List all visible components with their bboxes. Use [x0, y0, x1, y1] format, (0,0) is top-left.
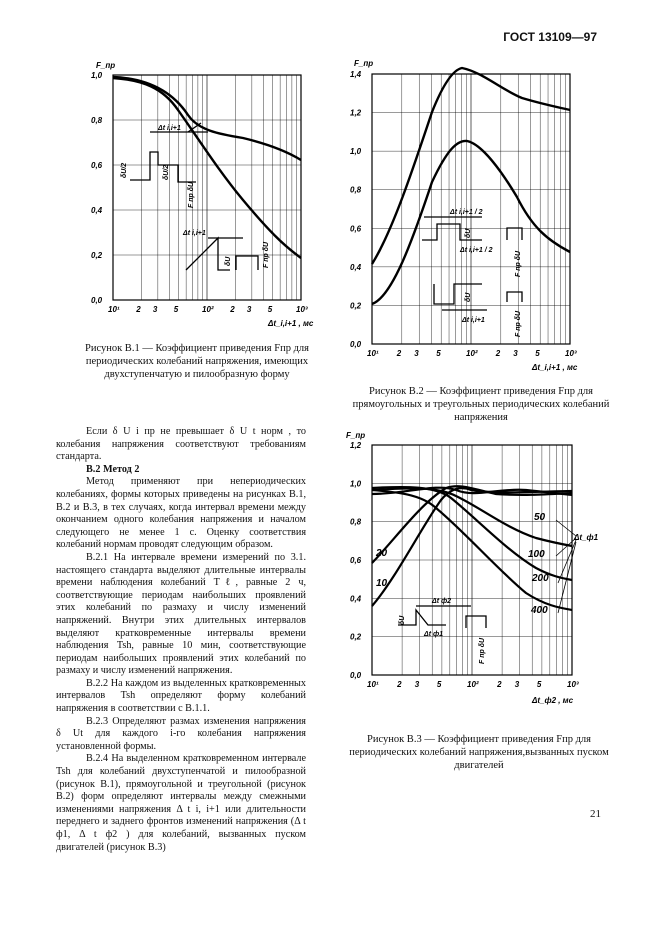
b3-side-label: Δt_ф1: [574, 533, 599, 542]
b3-y-tick: 1,0: [350, 479, 362, 489]
b2-y-tick: 1,4: [350, 70, 362, 79]
paragraph-5: В.2.2 На каждом из выделенных кратковременных интервалов Tsh определяют форму колебаний напряжения в соответствии с В.1.1.: [56, 677, 306, 715]
b3-x-tick: 10³: [567, 680, 579, 689]
paragraph-6: В.2.3 Определяют размах изменения напряжения δ Ut для каждого i-го колебания напряжения установленной формы.: [56, 715, 306, 752]
b2-y-tick: 0,0: [350, 340, 362, 349]
b2-inset-label-7: F пр δU: [515, 310, 522, 337]
b3-inset-label-4: F пр δU: [479, 637, 486, 664]
paragraph-4: В.2.1 На интервале времени измерений по 3.1. настоящего стандарта выделяют длительные интервалы времени наблюдения колебаний Tℓ, равные 2 ч, соответствующие периодам наибольших проявлений этих колебаний по размаху и числу изменений напряжений. Внутри этих длительных интервалов выделяют кратковременные интервалы времени наблюдения Tsh, равные 10 мин, соответствующие периодам наибольших проявлений этих колебаний по размаху и числу изменений напряжения.: [56, 551, 306, 677]
b3-x-tick: 10¹: [367, 680, 379, 689]
b3-x-tick: 10²: [467, 680, 479, 689]
b2-y-tick: 0,6: [350, 224, 362, 234]
b3-label-20: 20: [376, 548, 388, 559]
b3-label-50: 50: [534, 512, 546, 523]
b2-y-tick: 1,0: [350, 147, 362, 157]
b3-x-tick: 3: [414, 680, 420, 689]
b2-y-tick: 0,4: [350, 262, 362, 272]
b1-x-tick: 3: [152, 305, 158, 314]
b1-x-label: Δt_i,i+1 , мс: [268, 319, 314, 328]
b3-y-tick: 0,2: [350, 632, 362, 642]
figure-b2-caption: Рисунок В.2 — Коэффициент приведения Fпр для прямоугольных и треугольных периодических колебаний напряжения: [352, 386, 610, 423]
body-text: [56, 426, 306, 854]
b3-inset-label-2: Δt ф1: [424, 631, 444, 638]
b1-inset-label-2: δU/2: [163, 164, 170, 180]
b1-inset-label-6: δU: [225, 256, 232, 266]
b1-inset-label-5: Δt i,i+1: [183, 230, 206, 237]
b3-label-200: 200: [532, 573, 549, 584]
b3-x-tick: 3: [514, 680, 520, 689]
b2-x-tick: 3: [513, 349, 518, 358]
b1-y-tick: 0,8: [91, 116, 103, 125]
b1-y-tick: 0,4: [91, 206, 103, 215]
b3-inset-label-1: Δt ф2: [432, 598, 452, 605]
b3-y-tick: 0,8: [350, 517, 362, 527]
b1-x-tick: 2: [136, 305, 141, 314]
b1-y-tick: 0,6: [91, 161, 103, 170]
figure-b3-caption: Рисунок В.3 — Коэффициент приведения Fпр для периодических колебаний напряжения,вызванных пуском двигателей: [349, 734, 609, 771]
b3-y-tick: 0,4: [350, 594, 362, 604]
b1-inset-label-7: F пр δU: [263, 241, 270, 268]
b2-x-tick: 5: [436, 349, 441, 358]
b2-y-tick: 1,2: [350, 108, 362, 118]
b1-inset-label-3: Δt i,i+1: [158, 125, 181, 132]
b1-inset-label-4: F пр δU: [188, 181, 195, 208]
b1-y-tick: 1,0: [91, 71, 103, 80]
b2-inset-label-5: Δt i,i+1: [462, 317, 485, 324]
b1-x-tick: 10³: [296, 305, 308, 314]
page-number: 21: [590, 808, 601, 820]
b3-x-tick: 2: [397, 680, 402, 689]
b3-y-tick: 1,2: [350, 441, 362, 450]
b1-inset-sawtooth: [186, 238, 258, 270]
b3-y-label: F_пр: [346, 431, 366, 440]
b1-y-tick: 0,2: [91, 251, 103, 260]
b2-inset-label-1: Δt i,i+1 / 2: [450, 209, 483, 216]
b2-inset-label-3: δU: [465, 228, 472, 238]
b2-y-label: F_пр: [354, 59, 374, 68]
b3-x-tick: 2: [497, 680, 502, 689]
b3-x-label: Δt_ф2 , мс: [532, 696, 574, 705]
b2-x-tick: 2: [396, 349, 402, 358]
b2-inset-label-4: F пр δU: [515, 250, 522, 277]
b2-x-tick: 5: [535, 349, 540, 358]
figure-b1-caption: Рисунок В.1 — Коэффициент приведения Fпр для периодических колебаний напряжения, имеющих двухступенчатую и пилообразную форму: [84, 343, 309, 380]
b3-x-tick: 5: [536, 680, 542, 689]
b3-label-10: 10: [376, 578, 388, 589]
b2-x-tick: 10²: [466, 349, 478, 358]
b2-x-tick: 10¹: [367, 349, 379, 358]
b2-y-tick: 0,2: [350, 301, 362, 311]
figure-b2-chart: [342, 52, 612, 382]
section-heading-b2: В.2 Метод 2: [86, 463, 140, 475]
b2-inset-label-6: δU: [465, 292, 472, 302]
b2-inset-label-2: Δt i,i+1 / 2: [460, 247, 493, 254]
b2-x-tick: 10³: [565, 349, 577, 358]
b1-y-label: F_пр: [96, 61, 116, 70]
b1-y-tick: 0,0: [91, 296, 103, 305]
b2-inset-triangular: [434, 284, 522, 310]
b2-x-tick: 3: [414, 349, 419, 358]
b2-inset-rectangular: [422, 217, 522, 240]
b3-x-tick: 5: [436, 680, 442, 689]
b2-x-label: Δt_i,i+1 , мс: [532, 363, 578, 372]
b3-inset-label-3: δU: [399, 615, 406, 625]
figure-b1-chart: [68, 60, 328, 345]
b2-y-tick: 0,8: [350, 185, 362, 195]
b1-x-tick: 10²: [202, 305, 214, 314]
document-header: ГОСТ 13109—97: [503, 30, 597, 44]
paragraph-1: Если δ U i пр не превышает δ U t норм , то колебания напряжения соответствуют требованиям стандарта.: [56, 426, 306, 463]
b1-x-tick: 5: [267, 305, 273, 314]
b1-x-tick: 10¹: [108, 305, 120, 314]
b2-x-tick: 2: [495, 349, 501, 358]
b1-x-tick: 2: [230, 305, 235, 314]
b1-x-tick: 3: [246, 305, 252, 314]
b3-label-400: 400: [531, 605, 548, 616]
b3-y-tick: 0,6: [350, 556, 362, 565]
paragraph-3: Метод применяют при непериодических колебаниях, формы которых приведены на рисунках В.1, В.2 и В.3, в тех случаях, когда интервал времени между окончанием одного колебания напряжения и началом следующего не менее 1 с. Оценку соответствия колебаний нормам проводят следующим образом.: [56, 476, 306, 551]
b3-y-tick: 0,0: [350, 671, 362, 680]
b1-inset-label-1: δU/2: [121, 162, 128, 178]
paragraph-7: В.2.4 На выделенном кратковременном интервале Tsh для колебаний двухступенчатой и пилообразной (рисунок В.1), прямоугольной и треугольной (рисунок В.2) форм определяют интервалы между смежными изменениями напряжения Δ t i, i+1 или длительности переднего и заднего фронтов изменений напряжения (Δ t ф1, Δ t ф2 ) для колебаний, вызванных пуском двигателей (рисунок В.3): [56, 753, 306, 853]
b1-x-tick: 5: [173, 305, 179, 314]
b3-label-100: 100: [528, 549, 545, 560]
figure-b3-chart: [336, 428, 616, 713]
